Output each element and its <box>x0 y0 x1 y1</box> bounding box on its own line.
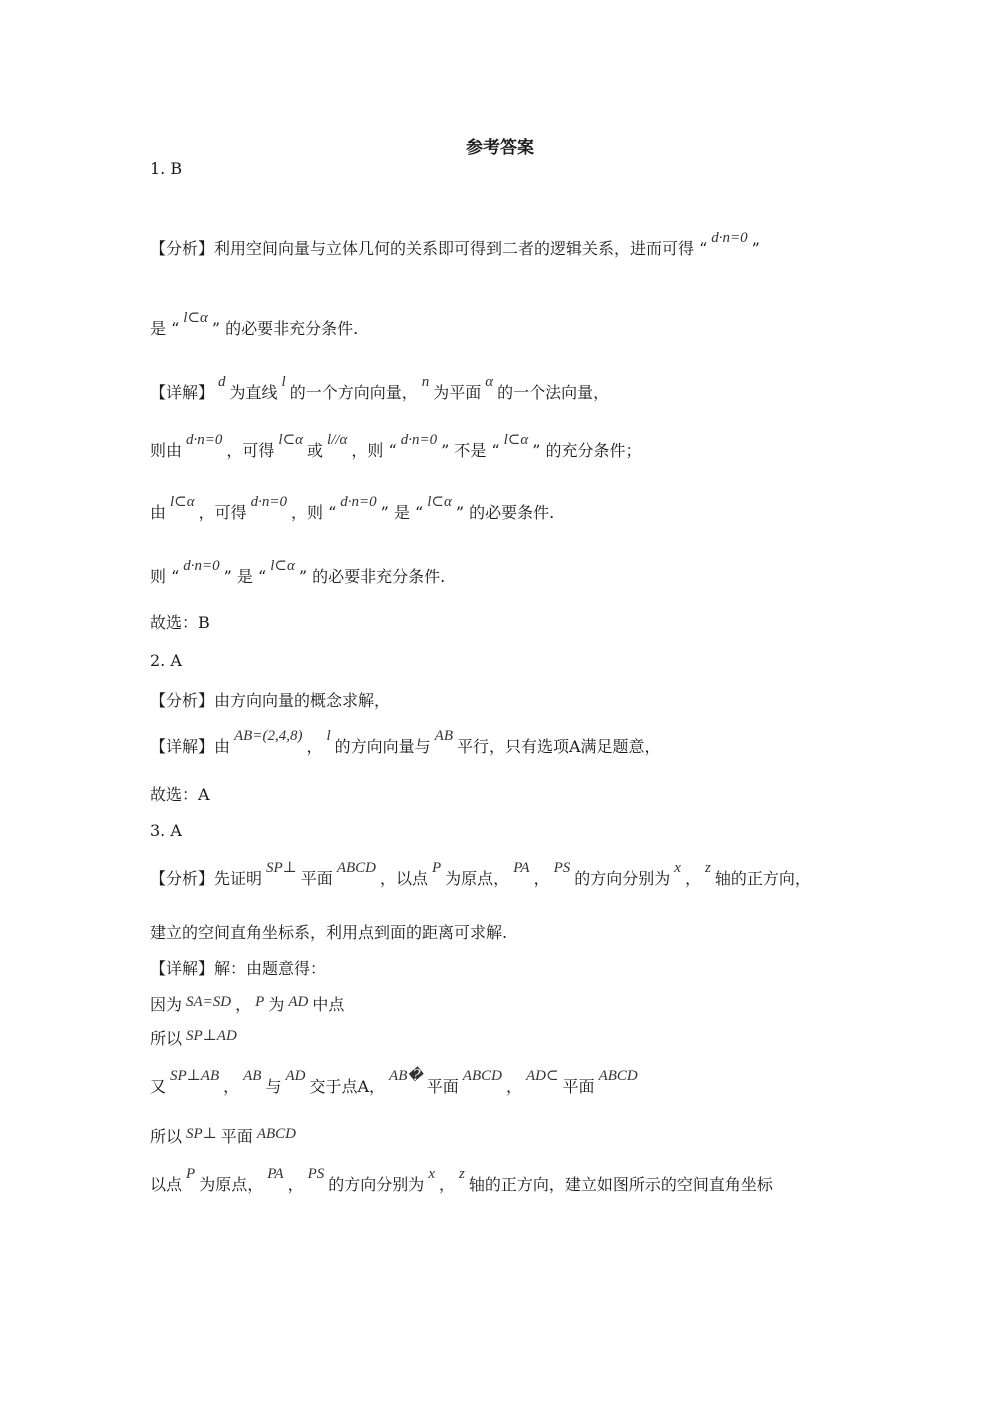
math-expression: PS <box>553 860 571 876</box>
text-run: 轴的正方向，建立如图所示的空间直角坐标 <box>468 1175 773 1194</box>
math-expression: n <box>421 374 430 390</box>
text-run: ” 不是 “ <box>441 441 500 460</box>
text-run: ” 是 “ <box>223 567 267 586</box>
math-expression: SP⊥AD <box>186 1028 237 1044</box>
text-run: ” 的必要条件. <box>455 503 555 522</box>
text-run: 则由 <box>150 441 183 460</box>
text-line-q1 <box>150 158 182 180</box>
text-run: 以点 <box>150 1175 183 1194</box>
text-run: 的方向分别为 <box>328 1175 425 1194</box>
text-run: ” 是 “ <box>380 503 424 522</box>
text-line-q1-detail-3 <box>150 494 555 525</box>
text-run: 为 <box>268 995 285 1014</box>
math-expression: l⊂α <box>278 432 304 448</box>
math-expression: PS <box>307 1166 325 1182</box>
math-expression: ABCD <box>336 860 376 876</box>
text-line-q3-analysis <box>150 860 811 891</box>
text-run: ，以点 <box>379 869 428 888</box>
text-line-q1-detail-4 <box>150 558 446 589</box>
math-expression: l⊂α <box>170 494 195 510</box>
math-expression: ABCD <box>256 1126 296 1142</box>
text-run: 【详解】 <box>150 383 215 402</box>
math-expression: l⊂α <box>503 432 529 448</box>
math-expression: PA <box>513 860 530 876</box>
text-run: 为直线 <box>229 383 278 402</box>
text-run: 所以 <box>150 1029 183 1048</box>
text-run: ” <box>751 239 760 258</box>
text-run: 建立的空间直角坐标系，利用点到面的距离可求解. <box>150 923 508 942</box>
text-run: 【详解】由 <box>150 737 231 756</box>
text-run: 平面 <box>220 1127 253 1146</box>
text-run: ，可得 <box>226 441 275 460</box>
text-line-q2 <box>150 650 182 672</box>
text-line-q1-detail <box>150 374 610 405</box>
page-title: 参考答案 <box>466 138 534 158</box>
math-expression: z <box>704 860 711 876</box>
text-line-q3 <box>150 820 182 842</box>
text-run: 为原点， <box>199 1175 264 1194</box>
text-run: ， <box>438 1175 455 1194</box>
text-run: 则 “ <box>150 567 180 586</box>
text-run: 【分析】利用空间向量与立体几何的关系即可得到二者的逻辑关系，进而可得 “ <box>150 239 708 258</box>
text-run: 因为 <box>150 995 183 1014</box>
math-expression: AB=(2,4,8) <box>234 728 303 744</box>
text-run: 平面 <box>562 1077 595 1096</box>
math-expression: l <box>326 728 331 744</box>
math-expression: x <box>674 860 681 876</box>
text-run: 2. A <box>150 651 182 670</box>
text-run: 又 <box>150 1077 167 1096</box>
text-line-q1-analysis-2 <box>150 310 359 341</box>
text-run: 【分析】由方向向量的概念求解， <box>150 691 391 710</box>
text-line-q2-choice <box>150 784 210 806</box>
math-expression: d·n=0 <box>711 230 748 246</box>
math-expression: AD⊂ <box>525 1068 559 1084</box>
text-line-q2-detail <box>150 728 661 759</box>
math-expression: l⊂α <box>427 494 452 510</box>
math-expression: d·n=0 <box>183 558 220 574</box>
text-run: 平面 <box>426 1077 459 1096</box>
text-run: ， <box>235 995 252 1014</box>
math-expression: SP⊥ <box>186 1126 217 1142</box>
text-run: 1. B <box>150 159 183 178</box>
text-run: 或 <box>307 441 324 460</box>
text-run: ， <box>306 737 323 756</box>
math-expression: SP⊥ <box>266 860 297 876</box>
text-run: 中点 <box>312 995 345 1014</box>
text-run: 平面 <box>300 869 333 888</box>
text-line-q2-analysis <box>150 690 390 712</box>
math-expression: d·n=0 <box>340 494 377 510</box>
text-line-q3-analysis-2 <box>150 922 507 944</box>
text-run: 的一个法向量， <box>497 383 610 402</box>
math-expression: d <box>218 374 226 390</box>
text-run: 所以 <box>150 1127 183 1146</box>
text-run: 的一个方向向量， <box>289 383 418 402</box>
text-line-q3-detail-5 <box>150 1126 300 1149</box>
text-run: 【详解】解：由题意得： <box>150 959 327 978</box>
text-run: 平行，只有选项A满足题意， <box>456 737 661 756</box>
text-run: 与 <box>265 1077 282 1096</box>
math-expression: z <box>459 1166 465 1182</box>
text-run: 【分析】先证明 <box>150 869 263 888</box>
math-expression: d·n=0 <box>186 432 223 448</box>
math-expression: PA <box>267 1166 284 1182</box>
text-run: ， <box>223 1077 240 1096</box>
math-expression: AD <box>285 1068 306 1084</box>
text-line-q1-choice <box>150 612 210 634</box>
math-expression: d·n=0 <box>400 432 438 448</box>
text-run: ， <box>287 1175 304 1194</box>
text-run: ，则 “ <box>291 503 337 522</box>
text-run: ” 的充分条件； <box>532 441 642 460</box>
text-run: ， <box>505 1077 522 1096</box>
text-run: ， <box>533 869 550 888</box>
math-expression: l⊂α <box>183 310 208 326</box>
text-line-q1-analysis <box>150 230 760 261</box>
math-expression: ABCD <box>598 1068 638 1084</box>
math-expression: l <box>281 374 286 390</box>
text-run: ” 的必要非充分条件. <box>211 319 359 338</box>
math-expression: P <box>255 994 265 1010</box>
text-run: 由 <box>150 503 167 522</box>
math-expression: ABCD <box>462 1068 502 1084</box>
text-run: 是 “ <box>150 319 180 338</box>
text-run: ，可得 <box>198 503 247 522</box>
math-expression: α <box>485 374 494 390</box>
text-line-q3-detail-3 <box>150 1028 241 1051</box>
text-run: 轴的正方向， <box>714 869 811 888</box>
math-expression: l⊂α <box>270 558 295 574</box>
math-expression: SP⊥AB <box>170 1068 220 1084</box>
text-run: 的方向向量与 <box>334 737 431 756</box>
text-run: 为原点， <box>445 869 510 888</box>
text-line-q3-detail <box>150 958 326 980</box>
math-expression: AD <box>288 994 309 1010</box>
math-expression: P <box>186 1166 196 1182</box>
math-expression: AB <box>434 728 453 744</box>
text-line-q3-detail-6 <box>150 1166 773 1197</box>
text-run: 为平面 <box>433 383 482 402</box>
math-expression: SA=SD <box>186 994 232 1010</box>
text-run: ” 的必要非充分条件. <box>298 567 446 586</box>
text-run: ，则 “ <box>351 441 397 460</box>
text-run: ， <box>684 869 701 888</box>
text-run: 3. A <box>150 821 182 840</box>
text-run: 故选：A <box>150 785 210 804</box>
text-run: 故选：B <box>150 613 210 632</box>
math-expression: d·n=0 <box>250 494 288 510</box>
text-line-q3-detail-4 <box>150 1068 642 1099</box>
text-line-q1-detail-2 <box>150 432 642 463</box>
text-run: 的方向分别为 <box>574 869 671 888</box>
math-expression: l//α <box>327 432 348 448</box>
math-expression: AB <box>243 1068 262 1084</box>
math-expression: P <box>432 860 442 876</box>
math-expression: AB� <box>389 1068 423 1084</box>
math-expression: x <box>428 1166 435 1182</box>
text-run: 交于点A， <box>309 1077 386 1096</box>
text-line-q3-detail-2 <box>150 994 344 1017</box>
